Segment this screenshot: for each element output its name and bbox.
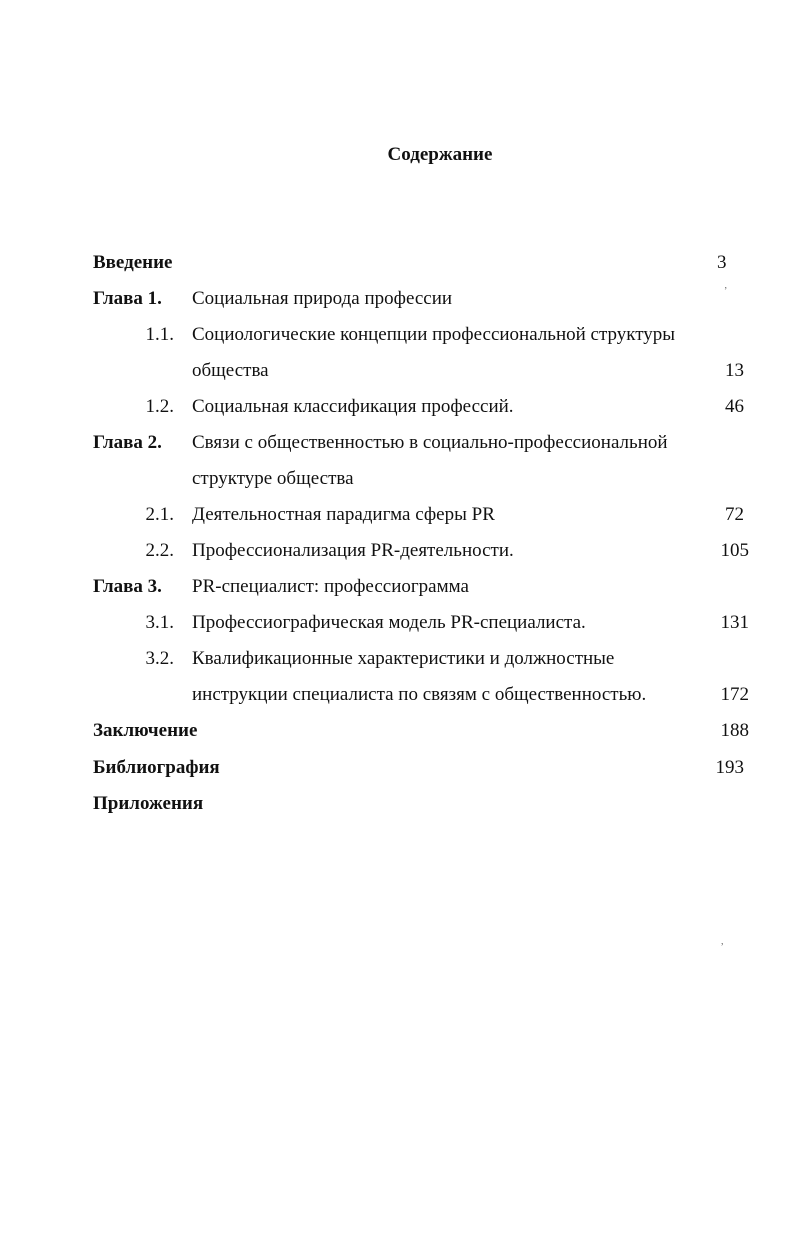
toc-entry-chapter-2 [0, 429, 793, 457]
toc-entry-conclusion [0, 717, 793, 745]
toc-page-number: 46 [725, 396, 744, 417]
toc-title: Квалификационные характеристики и должностные [192, 648, 615, 669]
toc-entry-section-3-2-cont [0, 681, 793, 709]
toc-title: Деятельностная парадигма сферы PR [192, 504, 495, 525]
toc-title: Социальная классификация профессий. [192, 396, 514, 417]
toc-entry-chapter-1 [0, 285, 793, 313]
toc-entry-intro [0, 249, 793, 277]
toc-section-number: 1.1. [145, 324, 174, 345]
toc-section-number: 2.2. [145, 540, 174, 561]
toc-entry-section-1-1 [0, 321, 793, 349]
toc-page-number: 188 [720, 720, 749, 741]
scan-speck: ’ [724, 286, 728, 297]
toc-chapter-label: Глава 3. [93, 576, 162, 597]
toc-entry-bibliography [0, 754, 793, 782]
toc-chapter-label: Глава 2. [93, 432, 162, 453]
toc-chapter-label: Глава 1. [93, 288, 162, 309]
toc-entry-section-3-2 [0, 645, 793, 673]
toc-title: PR-специалист: профессиограмма [192, 576, 469, 597]
page-title: Содержание [387, 144, 493, 165]
toc-title: Профессионализация PR-деятельности. [192, 540, 514, 561]
toc-page-number: 131 [720, 612, 749, 633]
toc-title-continued: структуре общества [192, 468, 354, 489]
toc-section-number: 1.2. [145, 396, 174, 417]
toc-page-number: 13 [725, 360, 744, 381]
toc-label: Приложения [93, 793, 204, 814]
toc-title-continued: инструкции специалиста по связям с общественностью. [192, 684, 647, 705]
toc-page-number: 105 [720, 540, 749, 561]
toc-title: Социальная природа профессии [192, 288, 453, 309]
toc-section-number: 2.1. [145, 504, 174, 525]
toc-entry-chapter-3 [0, 573, 793, 601]
toc-title: Связи с общественностью в социально-профессиональной [192, 432, 668, 453]
toc-entry-section-1-1-cont [0, 357, 793, 385]
toc-label: Введение [93, 252, 173, 273]
toc-entry-appendices [0, 790, 793, 818]
toc-page-number: 193 [715, 757, 744, 778]
toc-section-number: 3.1. [145, 612, 174, 633]
toc-entry-section-2-1 [0, 501, 793, 529]
toc-entry-section-1-2 [0, 393, 793, 421]
toc-entry-chapter-2-cont [0, 465, 793, 493]
toc-title-continued: общества [192, 360, 269, 381]
toc-title: Профессиографическая модель PR-специалиста. [192, 612, 586, 633]
toc-entry-section-2-2 [0, 537, 793, 565]
toc-title: Социологические концепции профессиональной структуры [192, 324, 676, 345]
toc-entry-section-3-1 [0, 609, 793, 637]
toc-label: Библиография [93, 757, 220, 778]
toc-section-number: 3.2. [145, 648, 174, 669]
toc-page-number: 72 [725, 504, 744, 525]
toc-label: Заключение [93, 720, 198, 741]
toc-page-number: 172 [720, 684, 749, 705]
scan-speck: , [721, 936, 724, 947]
toc-page-number: 3 [717, 252, 727, 273]
